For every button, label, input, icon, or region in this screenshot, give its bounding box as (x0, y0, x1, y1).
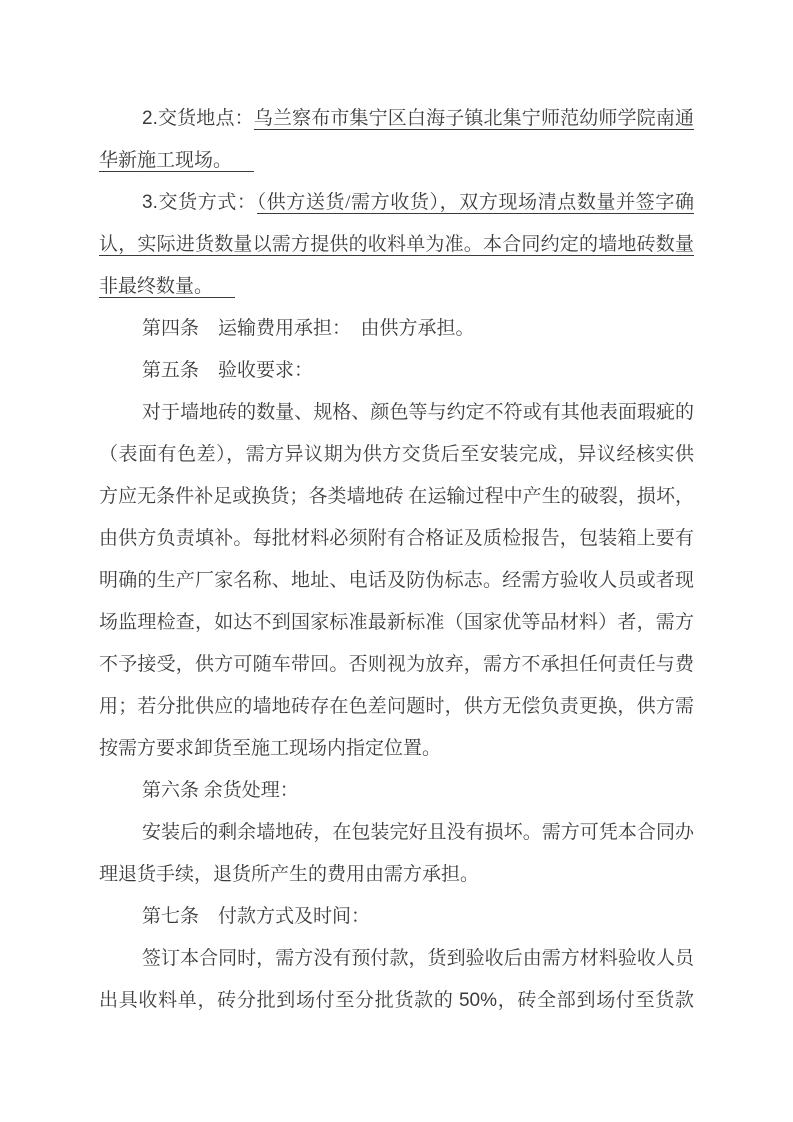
text-line (99, 434, 694, 476)
text-line (99, 98, 694, 140)
text-line (99, 812, 694, 854)
text-segment: 对于墙地砖的数量、规格、颜色等与约定不符或有其他表面瑕疵的 (142, 402, 694, 423)
text-segment: 按需方要求卸货至施工现场内指定位置。 (99, 738, 442, 759)
text-segment: 签订本合同时，需方没有预付款，货到验收后由需方材料验收人员 (142, 948, 694, 969)
text-line (99, 686, 694, 728)
text-segment: 交货方式： (157, 192, 257, 213)
text-segment: 安装后的剩余墙地砖，在包装完好且没有损坏。需方可凭本合同办 (142, 822, 694, 843)
text-line (99, 140, 694, 182)
document-body (99, 98, 694, 1022)
underlined-text: 非最终数量。 (99, 276, 235, 298)
text-segment: 第六条 余货处理： (142, 780, 299, 801)
text-segment: 第七条 付款方式及时间： (142, 906, 371, 927)
text-line (99, 602, 694, 644)
text-line (99, 308, 694, 350)
text-line (99, 392, 694, 434)
text-segment: 场监理检查，如达不到国家标准最新标准（国家优等品材料）者，需方 (99, 612, 694, 633)
text-segment: 2. (142, 108, 158, 129)
underlined-text: 乌兰察布市集宁区白海子镇北集宁师范幼师学院南通 (253, 108, 694, 129)
underlined-text: 认，实际进货数量以需方提供的收料单为准。本合同约定的墙地砖数量 (99, 234, 694, 255)
text-segment: 3. (142, 192, 158, 213)
text-segment: 由供方负责填补。每批材料必须附有合格证及质检报告，包装箱上要有 (99, 528, 694, 549)
text-segment: 理退货手续，退货所产生的费用由需方承担。 (99, 864, 480, 885)
text-segment: 用；若分批供应的墙地砖存在色差问题时，供方无偿负责更换，供方需 (99, 696, 694, 717)
text-line (99, 770, 694, 812)
text-line (99, 728, 694, 770)
text-line (99, 266, 694, 308)
text-line (99, 224, 694, 266)
text-segment: 交货地点： (157, 108, 254, 129)
text-line (99, 518, 694, 560)
text-line (99, 896, 694, 938)
text-line (99, 560, 694, 602)
text-segment: 明确的生产厂家名称、地址、电话及防伪标志。经需方验收人员或者现 (99, 570, 694, 591)
text-line (99, 182, 694, 224)
underlined-text: 华新施工现场。 (99, 150, 254, 172)
text-segment: 第四条 运输费用承担： 由供方承担。 (142, 318, 475, 339)
text-segment: 不予接受，供方可随车带回。否则视为放弃，需方不承担任何责任与费 (99, 654, 694, 675)
text-segment: 方应无条件补足或换货；各类墙地砖 在运输过程中产生的破裂，损坏， (99, 486, 694, 507)
text-segment: 第五条 验收要求： (142, 360, 314, 381)
text-line (99, 644, 694, 686)
text-line (99, 938, 694, 980)
text-line (99, 854, 694, 896)
text-line (99, 980, 694, 1022)
text-segment: ，砖全部到场付至货款 (497, 990, 694, 1011)
text-line (99, 350, 694, 392)
text-line (99, 476, 694, 518)
text-segment: （表面有色差），需方异议期为供方交货后至安装完成，异议经核实供 (99, 444, 694, 465)
underlined-text: （供方送货/需方收货），双方现场清点数量并签字确 (256, 192, 694, 213)
text-segment: 50% (458, 990, 498, 1011)
text-segment: 出具收料单，砖分批到场付至分批货款的 (99, 990, 459, 1011)
